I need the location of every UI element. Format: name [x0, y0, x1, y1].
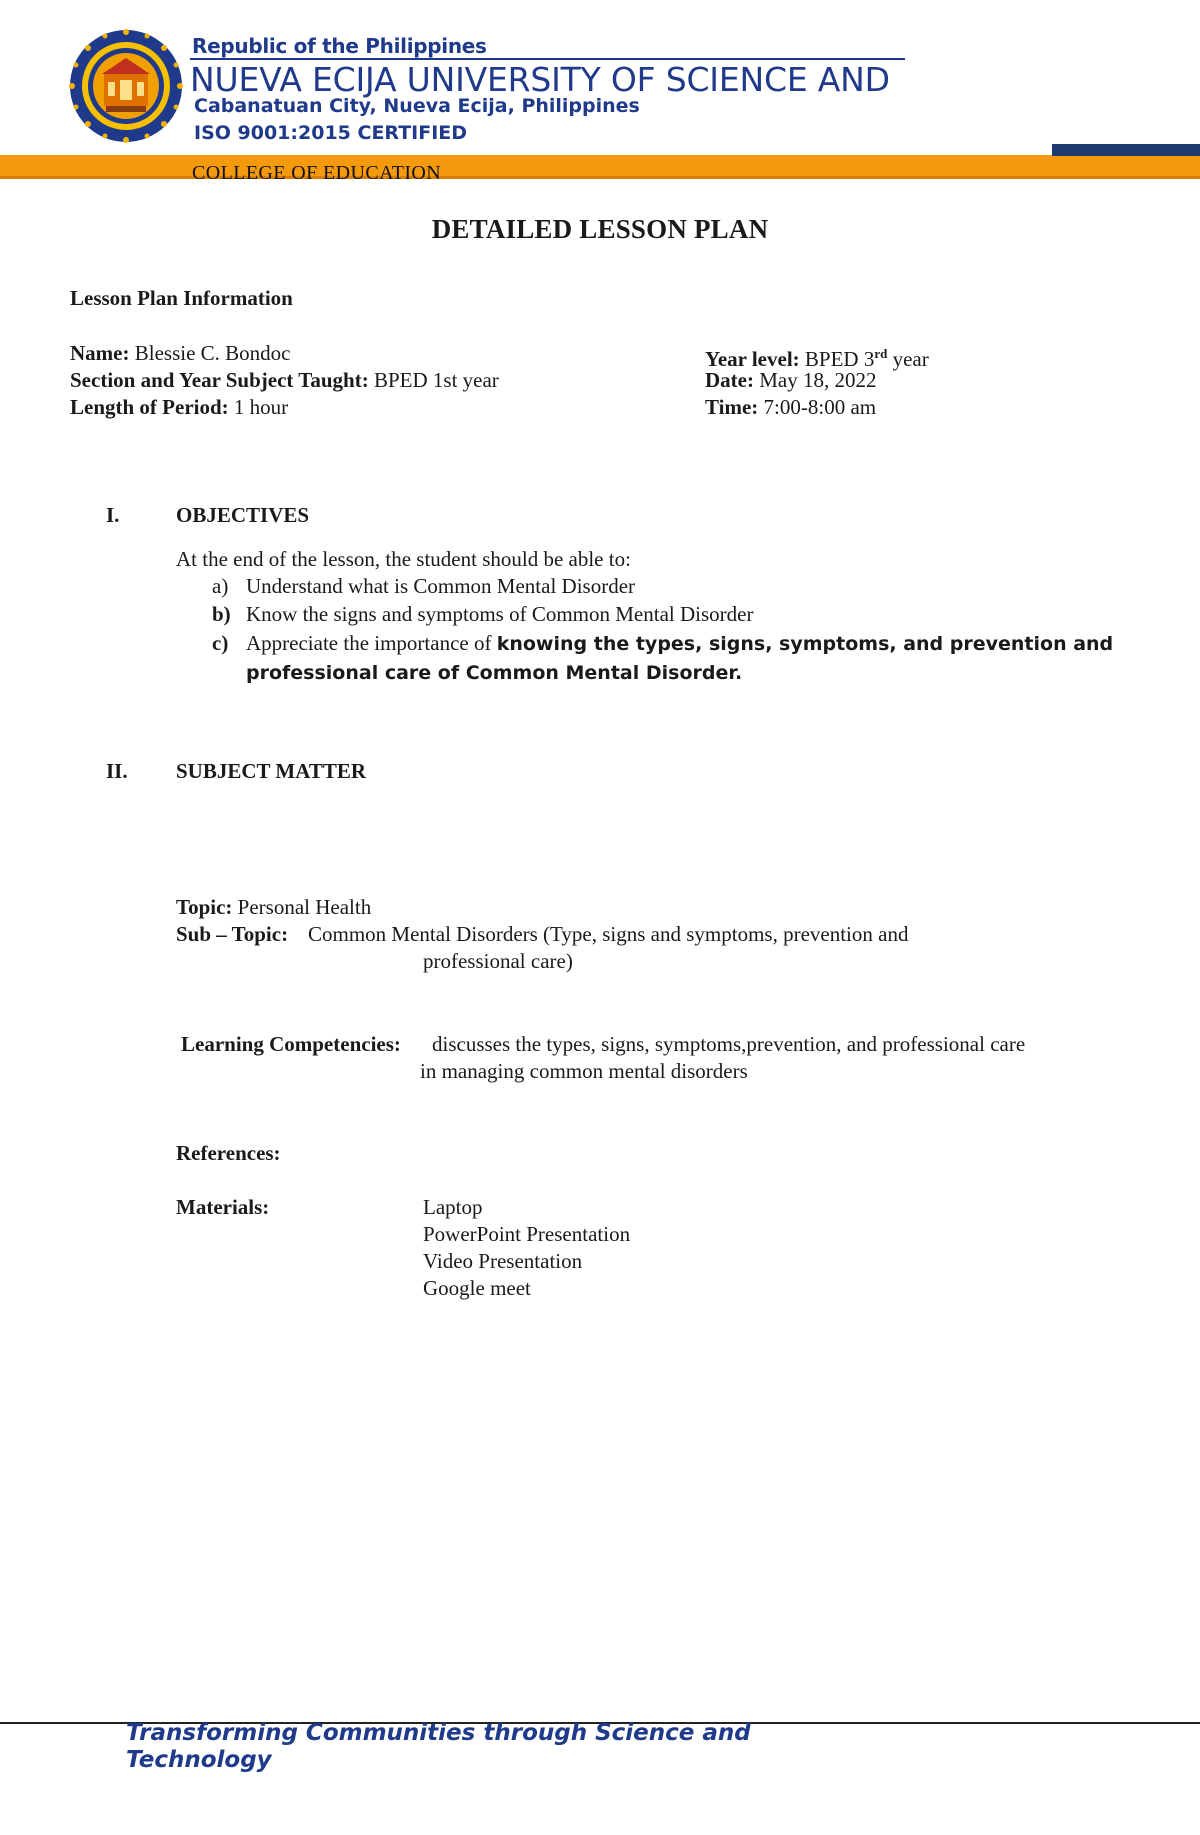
objective-c-text: Appreciate the importance of: [246, 631, 497, 655]
iso-certification: ISO 9001:2015 CERTIFIED: [194, 122, 468, 144]
info-length: [70, 394, 288, 421]
subtopic-value-continued: professional care): [423, 949, 573, 973]
info-name: [70, 340, 290, 367]
university-name: NUEVA ECIJA UNIVERSITY OF SCIENCE AND: [190, 60, 890, 99]
year-label: Year level:: [705, 347, 800, 371]
objective-item-a: Understand what is Common Mental Disorder: [246, 574, 636, 598]
references-label: References:: [176, 1141, 281, 1165]
tagline-line-1: Transforming Communities through Science and: [126, 1720, 751, 1746]
competencies-value-continued: in managing common mental disorders: [420, 1059, 748, 1083]
objective-marker-a: a): [212, 574, 229, 598]
material-item: Google meet: [423, 1276, 531, 1300]
objective-marker-c: c): [212, 631, 229, 655]
section-label: Section and Year Subject Taught:: [70, 368, 369, 392]
time-label: Time:: [705, 395, 759, 419]
date-label: Date:: [705, 368, 754, 392]
college-name: COLLEGE OF EDUCATION: [192, 162, 442, 180]
header-orange-band: [0, 155, 1200, 178]
subject-matter-numeral: II.: [106, 759, 128, 783]
topic-value: Personal Health: [232, 895, 372, 919]
subject-matter-heading: SUBJECT MATTER: [176, 759, 367, 783]
length-label: Length of Period:: [70, 395, 229, 419]
tagline-line-2: Technology: [126, 1747, 272, 1773]
materials-label: Materials:: [176, 1195, 270, 1219]
objective-item-c: [246, 630, 1113, 658]
info-time: [705, 394, 876, 421]
year-suffix: year: [887, 347, 929, 371]
objectives-numeral: I.: [106, 503, 120, 527]
topic-label: Topic:: [176, 895, 233, 919]
year-superscript: rd: [874, 346, 888, 361]
time-value: 7:00-8:00 am: [758, 395, 877, 419]
header-navy-tab: [1052, 144, 1200, 156]
name-label: Name:: [70, 341, 130, 365]
document-title: DETAILED LESSON PLAN: [431, 214, 769, 244]
info-section: [70, 367, 499, 394]
university-seal-logo: [68, 28, 184, 144]
material-item: PowerPoint Presentation: [423, 1222, 631, 1246]
subtopic-value: Common Mental Disorders (Type, signs and symptoms, prevention and: [308, 922, 909, 946]
objective-item-c-continued: professional care of Common Mental Disorder.: [246, 662, 743, 684]
university-address: Cabanatuan City, Nueva Ecija, Philippines: [194, 95, 640, 117]
objectives-intro: At the end of the lesson, the student should be able to:: [176, 547, 631, 571]
competencies-label: Learning Competencies:: [181, 1032, 401, 1056]
date-value: May 18, 2022: [753, 368, 877, 392]
info-date: [705, 367, 876, 394]
material-item: Video Presentation: [423, 1249, 583, 1273]
info-heading: Lesson Plan Information: [70, 286, 293, 310]
competencies-value: discusses the types, signs, symptoms,prevention, and professional care: [432, 1032, 1026, 1056]
subtopic-label: Sub – Topic:: [176, 922, 289, 946]
objective-c-bold: knowing the types, signs, symptoms, and prevention and: [496, 633, 1114, 655]
name-value: Blessie C. Bondoc: [129, 341, 291, 365]
republic-header: Republic of the Philippines: [192, 34, 487, 58]
year-value: BPED 3: [799, 347, 875, 371]
objective-marker-b: b): [212, 602, 231, 626]
footer-tagline: [126, 1720, 751, 1774]
objectives-heading: OBJECTIVES: [176, 503, 310, 527]
length-value: 1 hour: [228, 395, 289, 419]
topic-line: [176, 894, 371, 921]
section-value: BPED 1st year: [368, 368, 499, 392]
material-item: Laptop: [423, 1195, 483, 1219]
header-orange-band-edge: [0, 176, 1200, 179]
objective-item-b: Know the signs and symptoms of Common Mental Disorder: [246, 602, 754, 626]
